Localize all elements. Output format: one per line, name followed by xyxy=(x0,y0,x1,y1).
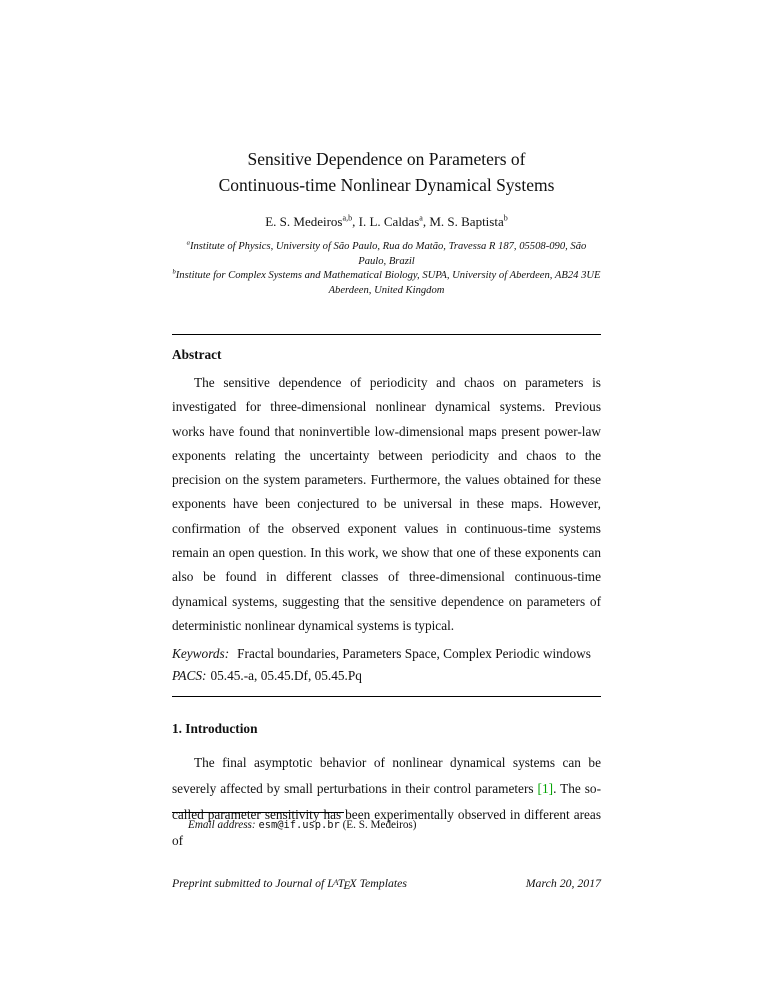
introduction-text-end: . The so-called parameter sensitivity has been experimentally observed in different areas of xyxy=(172,781,602,848)
footnote-credit: (E. S. Medeiros) xyxy=(339,819,417,831)
paper-title-line-1: Sensitive Dependence on Parameters of xyxy=(247,149,526,169)
paper-title xyxy=(172,146,601,198)
affiliation-marker: a xyxy=(186,239,190,247)
affiliation-text: Institute of Physics, University of São Paulo, Rua do Matão, Travessa R 187, 05508-090, São Paulo, Brazil xyxy=(189,241,587,267)
footer-date: March 20, 2017 xyxy=(525,876,601,890)
abstract-heading: Abstract xyxy=(172,347,222,362)
affiliation-text: Institute for Complex Systems and Mathematical Biology, SUPA, University of Aberdeen, AB24 3UE Aberdeen, United Kingdom xyxy=(175,270,601,296)
author-affiliation-marker: a xyxy=(419,213,423,223)
section-heading-introduction: 1. Introduction xyxy=(172,721,258,737)
affiliations-block xyxy=(172,240,601,298)
keywords-line xyxy=(172,643,601,665)
paper-title-line-2: Continuous-time Nonlinear Dynamical Systems xyxy=(218,175,555,195)
pacs-label: PACS: xyxy=(172,668,207,684)
footnote-email-label: Email address: xyxy=(188,819,256,831)
authors-line xyxy=(172,214,601,230)
page-footer xyxy=(172,876,601,892)
author-separator: , xyxy=(422,214,430,229)
author-affiliation-marker: a,b xyxy=(342,213,353,223)
introduction-text-start: The final asymptotic behavior of nonlinear dynamical systems can be severely affected by small perturbations in their control parameters xyxy=(172,755,601,797)
citation-link[interactable]: [1] xyxy=(537,781,554,797)
abstract-top-rule xyxy=(172,334,601,335)
affiliation xyxy=(172,269,601,298)
latex-logo: LATEX xyxy=(327,876,357,893)
keywords-label: Keywords: xyxy=(172,646,230,662)
abstract-bottom-rule xyxy=(172,696,601,697)
footer-submission-note: Preprint submitted to Journal of LATEX Templates xyxy=(172,876,407,893)
author-name: M. S. Baptista xyxy=(429,214,504,229)
footnote-rule xyxy=(172,812,344,813)
affiliation xyxy=(172,240,601,269)
footnote-email-link[interactable]: esm@if.usp.br xyxy=(258,819,340,831)
pacs-line xyxy=(172,665,601,687)
author-name: I. L. Caldas xyxy=(358,214,420,229)
keywords-value: Fractal boundaries, Parameters Space, Complex Periodic windows xyxy=(237,646,591,662)
pacs-value: 05.45.-a, 05.45.Df, 05.45.Pq xyxy=(210,668,362,684)
footnote-block xyxy=(172,812,601,831)
author-separator: , xyxy=(352,214,359,229)
author-name: E. S. Medeiros xyxy=(265,214,343,229)
footnote-text xyxy=(172,819,601,831)
introduction-paragraph xyxy=(172,750,601,853)
affiliation-marker: b xyxy=(172,268,176,276)
author-affiliation-marker: b xyxy=(503,213,508,223)
abstract-text: The sensitive dependence of periodicity and chaos on parameters is investigated for three-dimensional nonlinear dynamical systems. Previous works have found that noninvertible low-dimensional maps present power-law exponents relating the uncertainty between periodicity and chaos to the precision on the system parameters. Furthermore, the values obtained for these exponents have been conjectured to be universal in these maps. However, confirmation of the observed exponent values in continuous-time systems remain an open question. In this work, we show that one of these exponents can also be found in different classes of three-dimensional continuous-time dynamical systems, suggesting that the sensitive dependence on parameters of deterministic nonlinear dynamical systems is typical. xyxy=(172,375,601,633)
